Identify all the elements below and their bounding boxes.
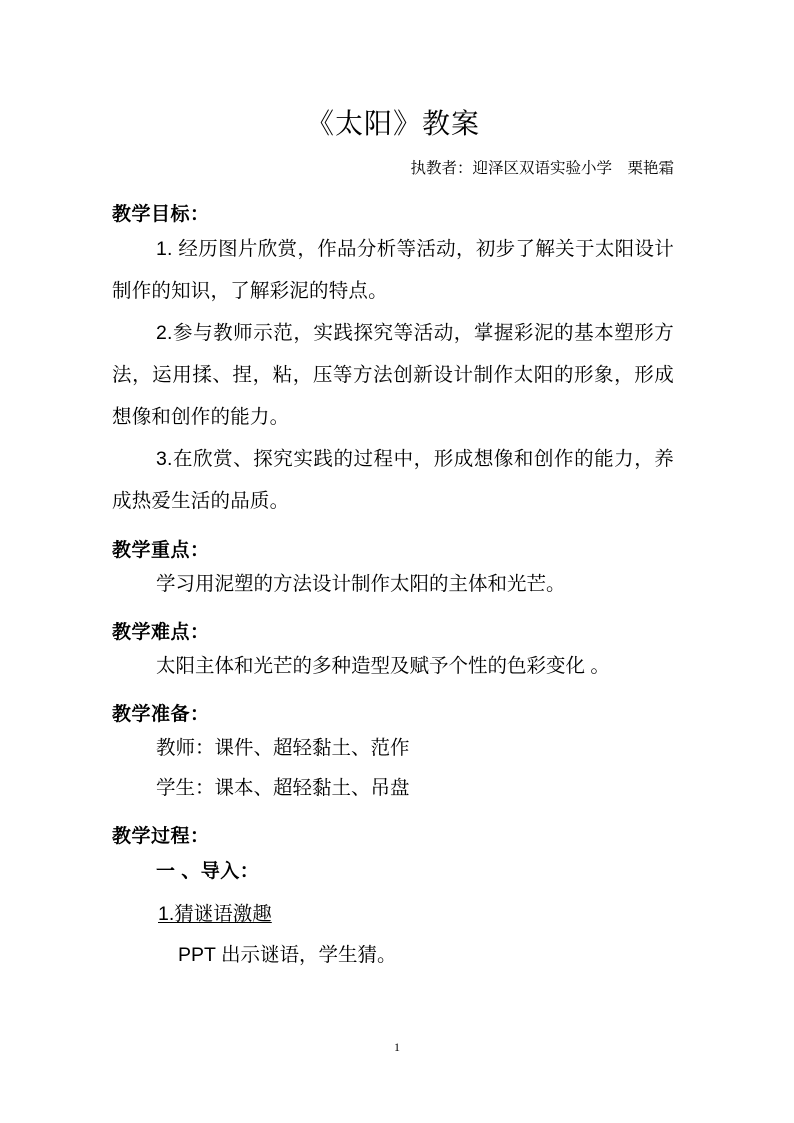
step-one-subheading	[112, 894, 674, 934]
byline-teacher: 执教者：迎泽区双语实验小学 栗艳霜	[410, 160, 674, 177]
page-number: 1	[394, 1040, 400, 1054]
heading-key-points: 教学重点：	[112, 540, 210, 561]
heading-preparation: 教学准备：	[112, 704, 210, 725]
heading-teaching-process: 教学过程：	[112, 826, 210, 847]
key-points-text: 学习用泥塑的方法设计制作太阳的主体和光芒。	[156, 573, 566, 595]
document-body	[112, 0, 674, 976]
page-title: 《太阳》教案	[305, 109, 480, 140]
step-one-subheading-underline: 1.猜谜语激趣	[158, 903, 272, 925]
preparation-teacher-text: 教师：课件、超轻黏土、范作	[156, 737, 410, 759]
step-one-heading: 一 、导入：	[156, 861, 260, 882]
step-one-body-text: PPT 出示谜语，学生猜。	[178, 944, 397, 966]
preparation-student-text: 学生：课本、超轻黏土、吊盘	[156, 777, 410, 799]
heading-teaching-objectives: 教学目标：	[112, 204, 210, 225]
objective-item-2: 2.参与教师示范，实践探究等活动，掌握彩泥的基本塑形方法，运用揉、捏，粘，压等方法创新设计制作太阳的形象，形成想像和创作的能力。	[112, 322, 674, 428]
objective-item-1: 1. 经历图片欣赏，作品分析等活动，初步了解关于太阳设计制作的知识，了解彩泥的特点。	[112, 238, 674, 302]
heading-difficulties: 教学难点：	[112, 622, 210, 643]
difficulties-text: 太阳主体和光芒的多种造型及赋予个性的色彩变化 。	[156, 655, 610, 677]
objective-item-3: 3.在欣赏、探究实践的过程中，形成想像和创作的能力，养成热爱生活的品质。	[112, 448, 674, 512]
